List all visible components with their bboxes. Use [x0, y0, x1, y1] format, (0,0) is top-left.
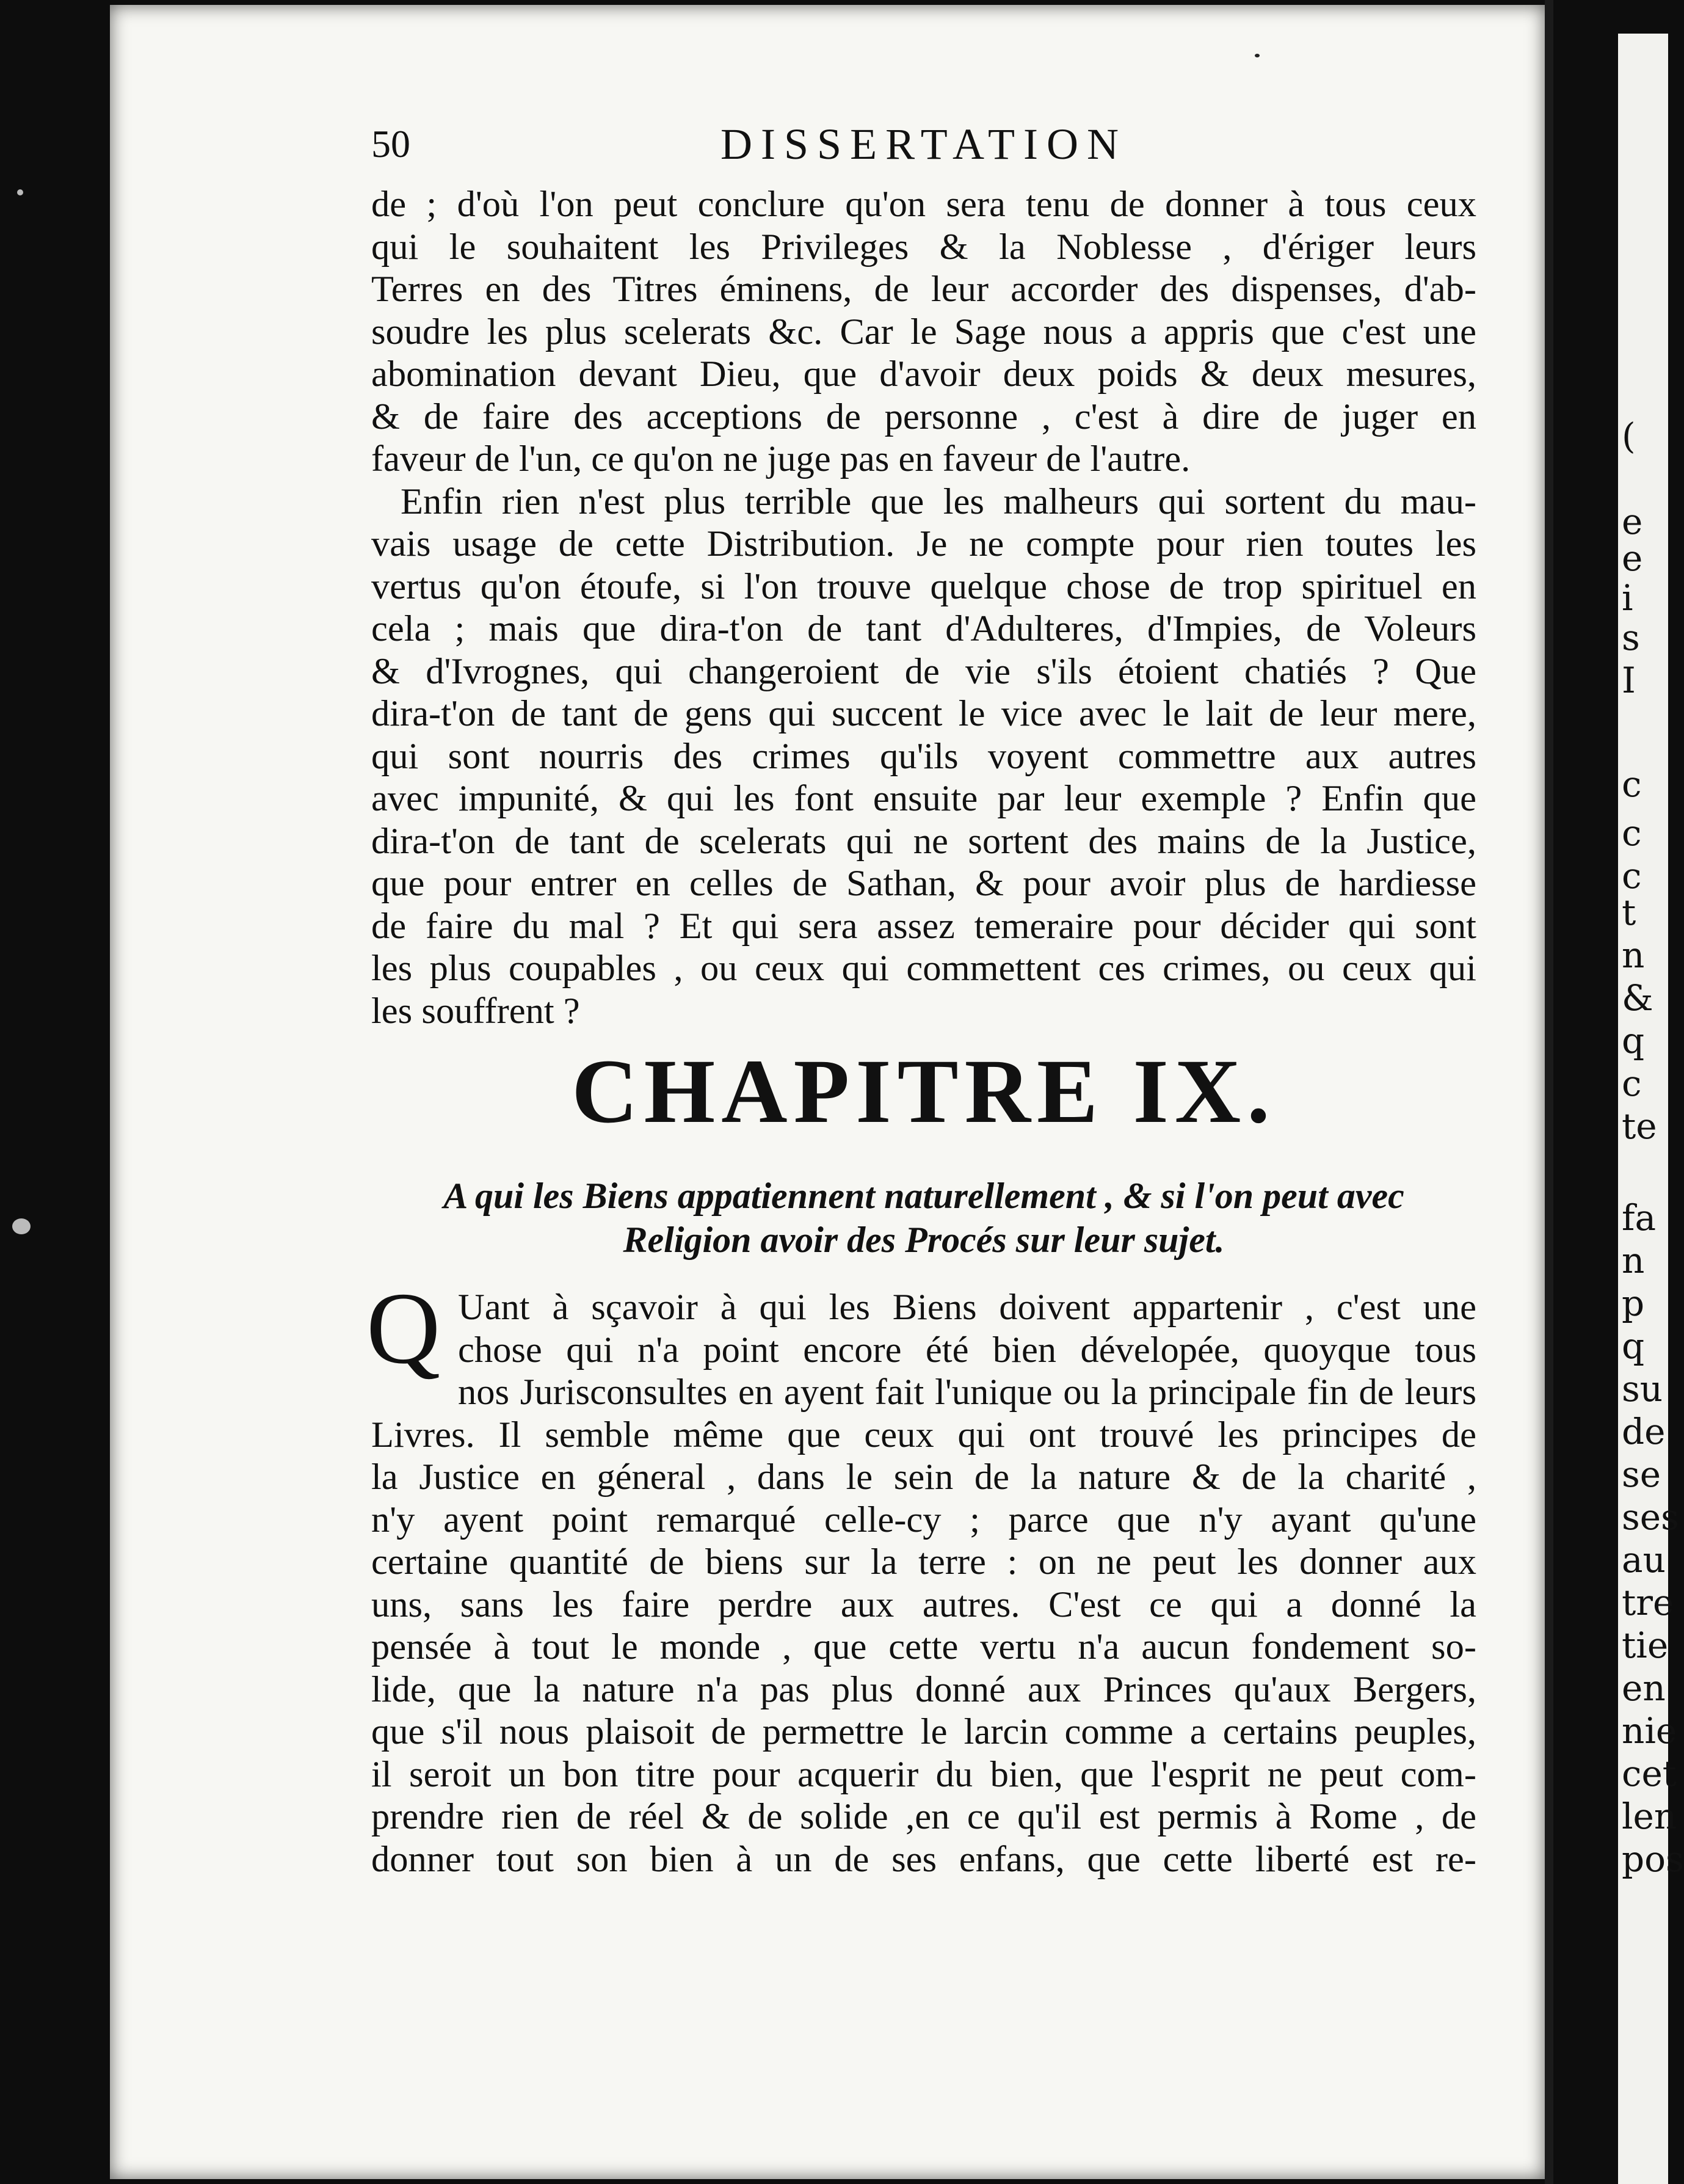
facing-page-fragment: q [1622, 1020, 1645, 1061]
facing-page-fragment: su [1622, 1368, 1663, 1410]
text-line: uns, sans les faire perdre aux autres. C'est ce qui a donné la [371, 1584, 1476, 1625]
text-line: avec impunité, & qui les font ensuite par leur exemple ? Enfin que [371, 778, 1476, 819]
facing-page-fragment: fa [1622, 1197, 1657, 1239]
facing-page-fragment: & [1622, 977, 1653, 1019]
facing-page-edge [1618, 34, 1684, 2184]
text-line: soudre les plus scelerats &c. Car le Sage nous a appris que c'est une [371, 311, 1476, 352]
facing-page-fragment: p [1622, 1283, 1645, 1324]
paragraph-1 [371, 183, 1476, 481]
text-line: faveur de l'un, ce qu'on ne juge pas en faveur de l'autre. [371, 439, 1191, 479]
text-line: & de faire des acceptions de personne , c'est à dire de juger en [371, 396, 1476, 437]
text-line: que s'il nous plaisoit de permettre le larcin comme a certains peuples, [371, 1711, 1476, 1752]
text-line: qui sont nourris des crimes qu'ils voyent commettre aux autres [371, 735, 1476, 777]
text-line: donner tout son bien à un de ses enfans, que cette liberté est re- [371, 1838, 1476, 1880]
text-line: cela ; mais que dira-t'on de tant d'Adulteres, d'Impies, de Voleurs [371, 608, 1476, 649]
facing-page-fragment: len [1622, 1796, 1677, 1837]
text-line: il seroit un bon titre pour acquerir du bien, que l'esprit ne peut com- [371, 1753, 1476, 1795]
text-line: & d'Ivrognes, qui changeroient de vie s'ils étoient chatiés ? Que [371, 650, 1476, 692]
subtitle-line: A qui les Biens appatiennent naturellement , & si l'on peut avec [443, 1176, 1404, 1216]
facing-page-fragment: nie [1622, 1710, 1677, 1752]
facing-page-fragment: cet [1622, 1753, 1677, 1794]
chapter-title: CHAPITRE IX. [572, 1041, 1276, 1142]
facing-page-fragment: de [1622, 1411, 1666, 1452]
facing-page-fragment: i [1622, 577, 1633, 619]
facing-page-fragment: pos [1622, 1838, 1684, 1880]
text-line: prendre rien de réel & de solide ,en ce qu'il est permis à Rome , de [371, 1796, 1476, 1837]
text-line: chose qui n'a point encore été bien dévelopée, quoyque tous [458, 1329, 1476, 1370]
facing-page-fragment: I [1622, 660, 1636, 701]
facing-page-fragment: e [1622, 537, 1643, 579]
page-number: 50 [371, 122, 410, 166]
facing-page-fragment: q [1622, 1325, 1645, 1367]
facing-page-fragment: ( [1622, 415, 1636, 457]
text-line: les plus coupables , ou ceux qui commettent ces crimes, ou ceux qui [371, 948, 1476, 989]
facing-page-fragment: en [1622, 1667, 1666, 1709]
running-title: DISSERTATION [720, 120, 1127, 169]
facing-page-fragment: te [1622, 1105, 1657, 1147]
dust-speck [12, 1218, 31, 1234]
text-line: n'y ayent point remarqué celle-cy ; parce que n'y ayant qu'une [371, 1499, 1476, 1540]
text-line: nos Jurisconsultes en ayent fait l'unique ou la principale fin de leurs [458, 1372, 1476, 1413]
facing-page-fragment: c [1622, 1063, 1642, 1104]
text-line: dira-t'on de tant de scelerats qui ne sortent des mains de la Justice, [371, 820, 1476, 862]
facing-page-fragment: e [1622, 501, 1643, 542]
facing-page-fragment: c [1622, 763, 1642, 805]
facing-page-fragment: se [1622, 1454, 1661, 1495]
facing-page-fragment: c [1622, 855, 1642, 897]
dust-speck [1255, 54, 1260, 57]
page-content [366, 119, 1476, 1880]
text-line: abomination devant Dieu, que d'avoir deux poids & deux mesures, [371, 354, 1476, 395]
text-line: lide, que la nature n'a pas plus donné aux Princes qu'aux Bergers, [371, 1669, 1476, 1710]
facing-page-fragment: t [1622, 892, 1636, 933]
facing-page-fragment: n [1622, 1240, 1645, 1281]
paragraph-3 [366, 1272, 1476, 1880]
facing-page-fragment: c [1622, 812, 1642, 854]
facing-page-fragment: tre [1622, 1582, 1674, 1623]
dust-speck [17, 189, 23, 195]
facing-page-fragment: s [1622, 617, 1640, 658]
subtitle-line: Religion avoir des Procés sur leur sujet. [623, 1220, 1225, 1260]
chapter-subtitle [371, 1174, 1476, 1262]
drop-cap: Q [366, 1272, 441, 1385]
facing-page-fragment: tie [1622, 1625, 1669, 1666]
running-head [371, 119, 1476, 183]
text-line: la Justice en géneral , dans le sein de la nature & de la charité , [371, 1457, 1476, 1498]
text-line: vertus qu'on étoufe, si l'on trouve quelque chose de trop spirituel en [371, 566, 1476, 607]
text-line: que pour entrer en celles de Sathan, & pour avoir plus de hardiesse [371, 863, 1476, 904]
paragraph-2 [371, 481, 1476, 1033]
facing-page-fragment: au [1622, 1539, 1666, 1581]
text-line: Uant à sçavoir à qui les Biens doivent appartenir , c'est une [458, 1287, 1476, 1328]
text-line: pensée à tout le monde , que cette vertu n'a aucun fondement so- [371, 1626, 1476, 1667]
text-line: Terres en des Titres éminens, de leur accorder des dispenses, d'ab- [371, 269, 1476, 310]
text-line: vais usage de cette Distribution. Je ne compte pour rien toutes les [371, 523, 1476, 564]
page-gutter [1545, 0, 1553, 2184]
facing-page-fragment: n [1622, 934, 1645, 976]
text-line: Livres. Il semble même que ceux qui ont trouvé les principes de [371, 1414, 1476, 1455]
facing-page-fragment: ses [1622, 1496, 1679, 1538]
text-line: certaine quantité de biens sur la terre : on ne peut les donner aux [371, 1542, 1476, 1582]
text-line: dira-t'on de tant de gens qui succent le vice avec le lait de leur mere, [371, 693, 1476, 734]
text-line: de faire du mal ? Et qui sera assez temeraire pour décider qui sont [371, 905, 1476, 947]
text-line: qui le souhaitent les Privileges & la Noblesse , d'ériger leurs [371, 226, 1476, 268]
text-line: de ; d'où l'on peut conclure qu'on sera tenu de donner à tous ceux [371, 184, 1476, 225]
text-line: les souffrent ? [371, 990, 580, 1032]
text-line: Enfin rien n'est plus terrible que les malheurs qui sortent du mau- [401, 481, 1476, 522]
